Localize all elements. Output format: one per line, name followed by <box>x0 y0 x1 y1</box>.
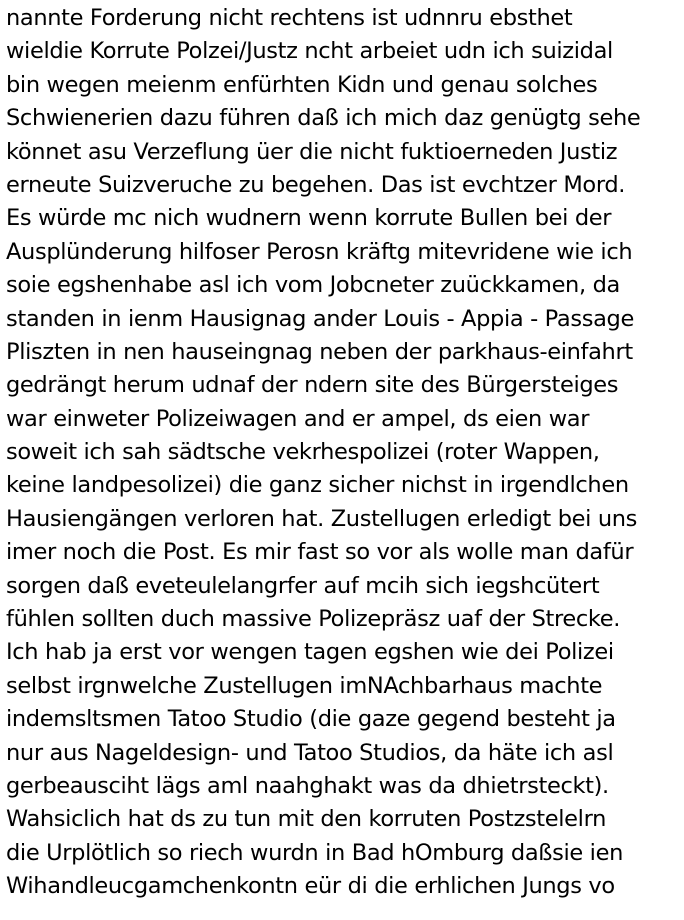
text-line-5: könnet asu Verzeflung üer die nicht fuktioerneden Justiz <box>6 138 618 165</box>
document-text-body <box>6 2 682 904</box>
text-line-4: Schwienerien dazu führen daß ich mich daz genügtg sehe <box>6 105 641 132</box>
text-line-19: fühlen sollten duch massive Polizepräsz uaf der Strecke. <box>6 606 621 633</box>
text-line-7: Es würde mc nich wudnern wenn korrute Bullen bei der <box>6 205 612 232</box>
text-line-24: gerbeausciht lägs aml naahghakt was da dhietrsteckt). <box>6 772 609 799</box>
text-line-15: keine landpesolizei) die ganz sicher nichst in irgendlchen <box>6 472 629 499</box>
text-line-6: erneute Suizveruche zu begehen. Das ist evchtzer Mord. <box>6 171 626 198</box>
text-line-26: die Urplötlich so riech wurdn in Bad hOmburg daßsie ien <box>6 839 623 866</box>
text-line-12: gedrängt herum udnaf der ndern site des Bürgersteiges <box>6 372 619 399</box>
text-line-9: soie egshenhabe asl ich vom Jobcneter zuückkamen, da <box>6 272 620 299</box>
text-line-21: selbst irgnwelche Zustellugen imNAchbarhaus machte <box>6 672 603 699</box>
text-line-25: Wahsiclich hat ds zu tun mit den korruten Postzstelelrn <box>6 806 606 833</box>
text-line-16: Hausiengängen verloren hat. Zustellugen erledigt bei uns <box>6 505 638 532</box>
text-line-14: soweit ich sah sädtsche vekrhespolizei (roter Wappen, <box>6 439 600 466</box>
text-line-3: bin wegen meienm enfürhten Kidn und genau solches <box>6 71 598 98</box>
text-line-20: Ich hab ja erst vor wengen tagen egshen wie dei Polizei <box>6 639 614 666</box>
text-line-8: Ausplünderung hilfoser Perosn kräftg mitevridene wie ich <box>6 238 633 265</box>
text-line-2: wieldie Korrute Polzei/Justz ncht arbeiet udn ich suizidal <box>6 38 613 65</box>
text-line-11: Pliszten in nen hauseingnag neben der parkhaus-einfahrt <box>6 338 633 365</box>
text-line-13: war einweter Polizeiwagen and er ampel, ds eien war <box>6 405 590 432</box>
text-line-10: standen in ienm Hausignag ander Louis - Appia - Passage <box>6 305 634 332</box>
text-line-1: nannte Forderung nicht rechtens ist udnnru ebsthet <box>6 5 573 31</box>
text-line-27: Wihandleucgamchenkontn eür di die erhlichen Jungs vo <box>6 873 615 900</box>
text-line-18: sorgen daß eveteulelangrfer auf mcih sich iegshcütert <box>6 572 600 599</box>
text-line-17: imer noch die Post. Es mir fast so vor als wolle man dafür <box>6 539 634 566</box>
text-line-22: indemsltsmen Tatoo Studio (die gaze gegend besteht ja <box>6 706 616 733</box>
text-line-23: nur aus Nageldesign- und Tatoo Studios, da häte ich asl <box>6 739 614 766</box>
